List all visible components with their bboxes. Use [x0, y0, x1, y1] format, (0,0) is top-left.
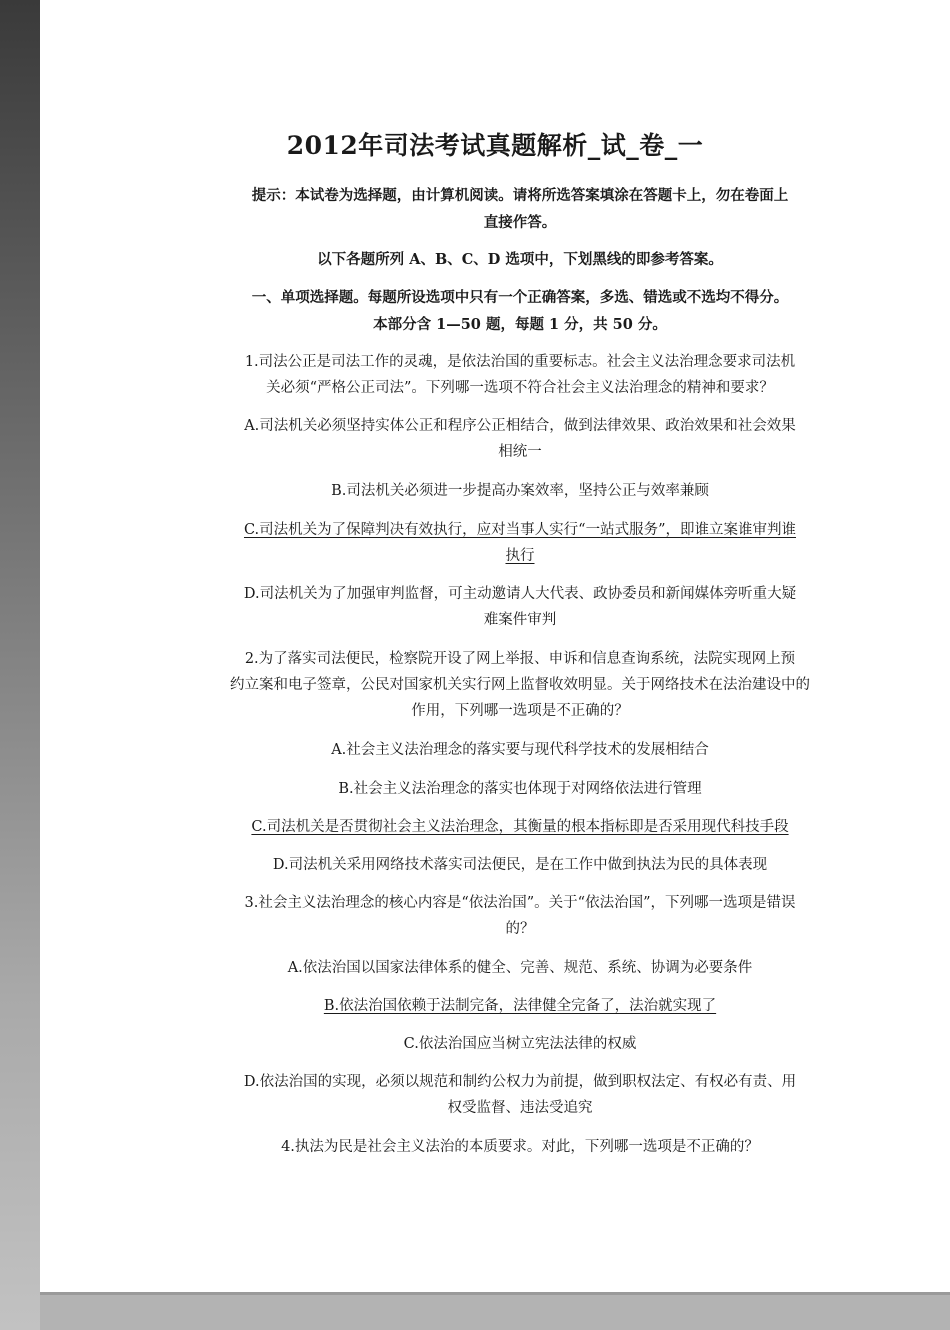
question-1-option-d [180, 581, 860, 633]
section-line: 一、单项选择题。每题所设选项中只有一个正确答案，多选、错选或不选均不得分。 [251, 289, 789, 306]
question-2-option-b [180, 776, 860, 802]
section-heading [160, 284, 880, 338]
exam-page [40, 0, 950, 1292]
option-line: A.依法治国以国家法律体系的健全、完善、规范、系统、协调为必要条件 [287, 960, 753, 976]
option-line: 权受监督、违法受追究 [447, 1100, 593, 1116]
option-line: A.社会主义法治理念的落实要与现代科学技术的发展相结合 [331, 742, 709, 758]
stem-line: 作用，下列哪一选项是不正确的？ [411, 703, 629, 719]
question-4-stem [180, 1134, 860, 1160]
option-line-answer: C.司法机关是否贯彻社会主义法治理念，其衡量的根本指标即是否采用现代科技手段 [251, 819, 789, 835]
section-line: 本部分含 1—50 题，每题 1 分，共 50 分。 [373, 316, 667, 333]
option-line: 难案件审判 [483, 612, 557, 628]
answer-note [160, 246, 880, 273]
option-line: D.司法机关为了加强审判监督，可主动邀请人大代表、政协委员和新闻媒体旁听重大疑 [243, 586, 797, 602]
notice-line: 提示：本试卷为选择题，由计算机阅读。请将所选答案填涂在答题卡上，勿在卷面上 [251, 187, 789, 204]
question-2-option-c [180, 814, 860, 840]
option-line-answer: 执行 [505, 548, 535, 564]
scan-bottom-border [40, 1292, 950, 1330]
question-3-option-a [180, 955, 860, 981]
question-1-option-c [180, 517, 860, 569]
question-3-option-d [180, 1069, 860, 1121]
question-1-stem [180, 349, 860, 401]
question-2-stem [170, 646, 870, 724]
stem-line: 2.为了落实司法便民，检察院开设了网上举报、申诉和信息查询系统，法院实现网上预 [244, 651, 796, 667]
question-3-stem [180, 890, 860, 942]
question-2-option-a [180, 737, 860, 763]
question-1-option-b [180, 478, 860, 504]
option-line-answer: C.司法机关为了保障判决有效执行，应对当事人实行“一站式服务”，即谁立案谁审判谁 [243, 522, 796, 538]
exam-notice [160, 182, 880, 236]
stem-line: 的？ [505, 921, 535, 937]
question-3-option-c [180, 1031, 860, 1057]
stem-line: 关必须“严格公正司法”。下列哪一选项不符合社会主义法治理念的精神和要求？ [266, 380, 774, 396]
option-line: B.社会主义法治理念的落实也体现于对网络依法进行管理 [338, 781, 702, 797]
stem-line: 约立案和电子签章，公民对国家机关实行网上监督收效明显。关于网络技术在法治建设中的 [230, 677, 810, 693]
stem-line: 4.执法为民是社会主义法治的本质要求。对此，下列哪一选项是不正确的？ [281, 1139, 759, 1155]
notice-line: 直接作答。 [483, 214, 557, 231]
question-1-option-a [180, 413, 860, 465]
option-line: 相统一 [498, 444, 542, 460]
option-line: B.司法机关必须进一步提高办案效率，坚持公正与效率兼顾 [331, 483, 709, 499]
scan-left-border [0, 0, 40, 1330]
answer-note-line: 以下各题所列 A、B、C、D 选项中，下划黑线的即参考答案。 [317, 251, 723, 268]
question-3-option-b [180, 993, 860, 1019]
page-title: 2012年司法考试真题解析_试_卷_一 [286, 131, 704, 160]
option-line: C.依法治国应当树立宪法法律的权威 [403, 1036, 637, 1052]
option-line: D.依法治国的实现，必须以规范和制约公权力为前提，做到职权法定、有权必有责、用 [243, 1074, 797, 1090]
stem-line: 3.社会主义法治理念的核心内容是“依法治国”。关于“依法治国”，下列哪一选项是错误 [244, 895, 796, 911]
option-line-answer: B.依法治国依赖于法制完备，法律健全完备了，法治就实现了 [323, 998, 717, 1014]
question-2-option-d [180, 852, 860, 878]
option-line: D.司法机关采用网络技术落实司法便民，是在工作中做到执法为民的具体表现 [272, 857, 768, 873]
option-line: A.司法机关必须坚持实体公正和程序公正相结合，做到法律效果、政治效果和社会效果 [244, 418, 796, 434]
stem-line: 1.司法公正是司法工作的灵魂，是依法治国的重要标志。社会主义法治理念要求司法机 [244, 354, 796, 370]
